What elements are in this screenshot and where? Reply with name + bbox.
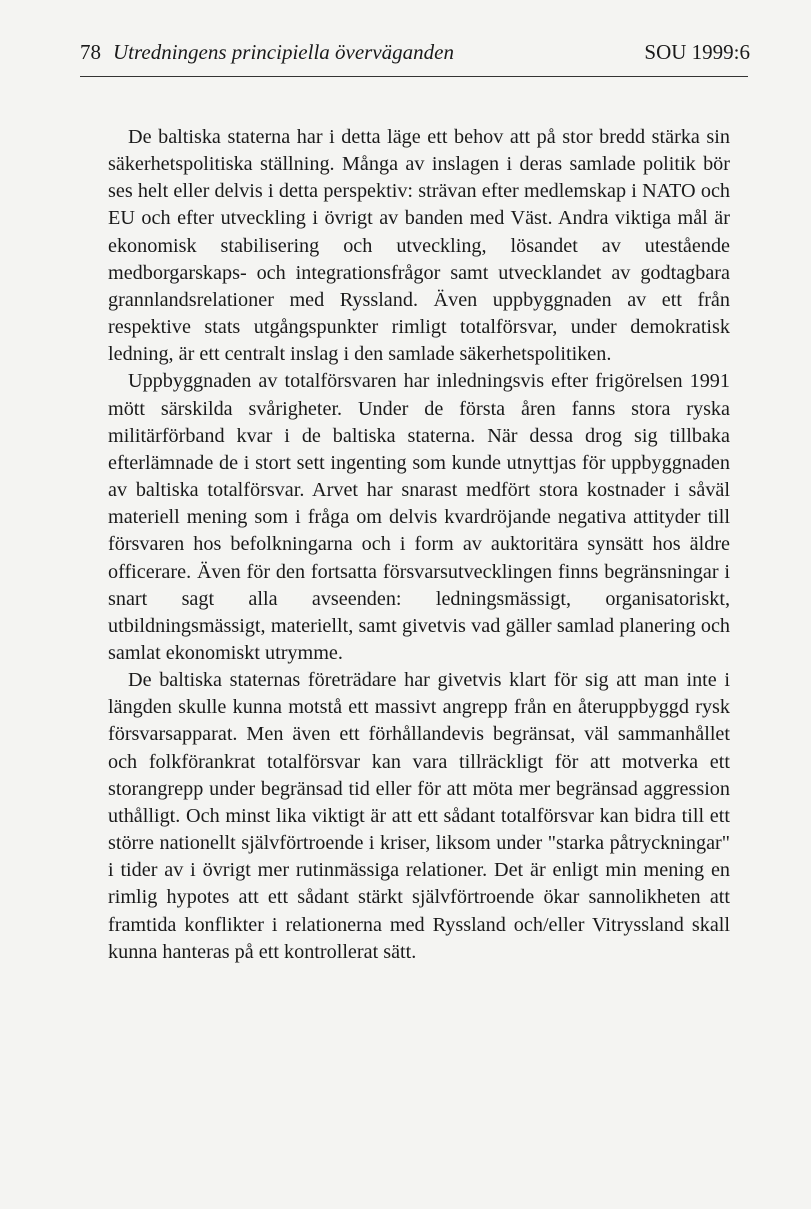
body-text — [108, 124, 730, 966]
page-number: 78 — [80, 40, 101, 64]
chapter-title: Utredningens principiella överväganden — [113, 40, 454, 64]
paragraph: Uppbyggnaden av totalförsvaren har inledningsvis efter frigörelsen 1991 mött särskilda svårigheter. Under de första åren fanns stora ryska militärförband kvar i de baltiska staterna. När dessa drog sig tillbaka efterlämnade de i stort sett ingenting som kunde utnyttjas för uppbyggnaden av baltiska totalförsvar. Arvet har snarast medfört stora kostnader i såväl materiell mening som i fråga om delvis kvardröjande negativa attityder till försvaren hos befolkningarna och i form av auktoritära synsätt hos äldre officerare. Även för den fortsatta försvarsutvecklingen finns begränsningar i snart sagt alla avseenden: ledningsmässigt, organisatoriskt, utbildningsmässigt, materiellt, samt givetvis vad gäller samlad planering och samlat ekonomiskt utrymme. — [108, 370, 730, 664]
header-rule — [80, 76, 748, 77]
paragraph: De baltiska staterna har i detta läge ett behov att på stor bredd stärka sin säkerhetspolitiska ställning. Många av inslagen i deras samlade politik bör ses helt eller delvis i detta perspektiv: strävan efter medlemskap i NATO och EU och efter utveckling i övrigt av banden med Väst. Andra viktiga mål är ekonomisk stabilisering och utveckling, lösandet av utestående medborgarskaps- och integrationsfrågor samt utvecklandet av godtagbara grannlandsrelationer med Ryssland. Även uppbyggnaden av ett från respektive stats utgångspunkter rimligt totalförsvar, under demokratisk ledning, är ett centralt inslag i den samlade säkerhetspolitiken. — [108, 126, 730, 366]
paragraph: De baltiska staternas företrädare har givetvis klart för sig att man inte i längden skulle kunna motstå ett massivt angrepp från en återuppbyggd rysk försvarsapparat. Men även ett förhållandevis begränsat, väl sammanhållet och folkförankrat totalförsvar kan vara tillräckligt för att motverka ett storangrepp under begränsad tid eller för att möta mer begränsad aggression uthålligt. Och minst lika viktigt är att ett sådant totalförsvar kan bidra till ett större nationellt självförtroende i kriser, liksom under "starka påtryckningar" i tider av i övrigt mer rutinmässiga relationer. Det är enligt min mening en rimlig hypotes att ett sådant stärkt självförtroende ökar sannolikheten att framtida konflikter i relationerna med Ryssland och/eller Vitryssland skall kunna hanteras på ett kontrollerat sätt. — [108, 669, 730, 963]
series-id: SOU 1999:6 — [644, 40, 750, 64]
page-header — [80, 40, 750, 70]
